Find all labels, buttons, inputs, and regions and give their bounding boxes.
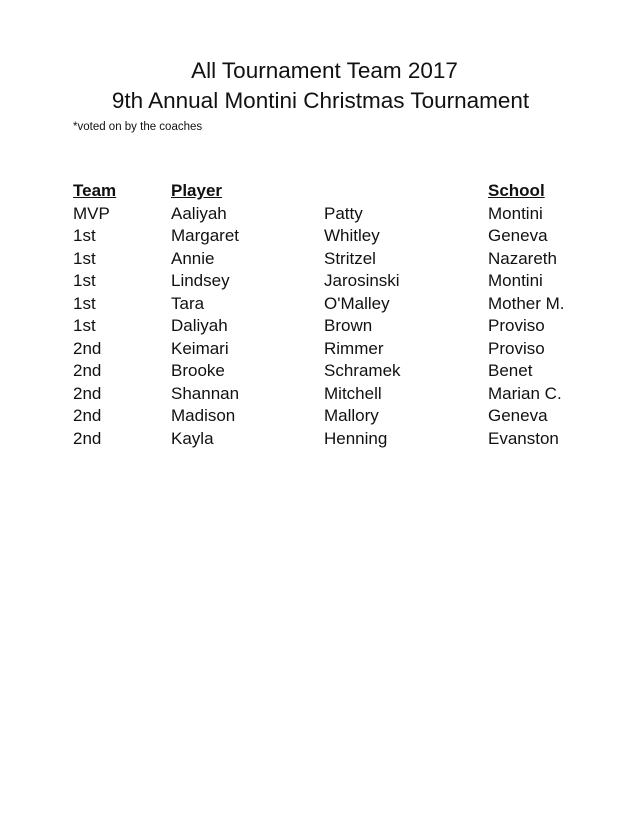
document-title: All Tournament Team 2017 [191, 58, 458, 83]
row-school: Proviso [488, 316, 545, 335]
table-row [73, 360, 588, 383]
row-last-name: Mitchell [324, 383, 382, 403]
header-school: School [488, 181, 545, 200]
table-row [73, 338, 588, 361]
row-team: 1st [73, 271, 96, 290]
row-school: Mother M. [488, 293, 565, 313]
row-first-name: Keimari [171, 338, 229, 358]
table-row [73, 270, 588, 293]
row-team: 1st [73, 226, 96, 245]
table-row [73, 293, 588, 316]
row-school: Montini [488, 203, 543, 223]
table-row [73, 203, 588, 226]
row-school: Geneva [488, 226, 548, 245]
row-last-name: Patty [324, 203, 363, 223]
row-first-name: Madison [171, 406, 236, 425]
row-last-name: O'Malley [324, 293, 390, 313]
row-school: Marian C. [488, 383, 562, 403]
table-row [73, 248, 588, 271]
row-first-name: Daliyah [171, 316, 228, 335]
row-last-name: Schramek [324, 361, 401, 380]
row-team: 2nd [73, 383, 102, 403]
row-last-name: Henning [324, 428, 388, 448]
row-first-name: Brooke [171, 361, 225, 380]
row-first-name: Tara [171, 293, 205, 313]
row-last-name: Jarosinski [324, 271, 400, 290]
voting-note: *voted on by the coaches [73, 121, 203, 133]
row-last-name: Rimmer [324, 338, 384, 358]
all-tournament-table [73, 180, 588, 450]
row-school: Nazareth [488, 248, 557, 268]
row-last-name: Brown [324, 316, 373, 335]
row-first-name: Shannan [171, 383, 240, 403]
row-first-name: Annie [171, 248, 215, 268]
header-player: Player [171, 181, 223, 200]
table-header-row [73, 180, 588, 203]
row-team: 1st [73, 293, 96, 313]
row-team: 1st [73, 248, 96, 268]
row-school: Proviso [488, 338, 545, 358]
table-body [73, 203, 588, 451]
row-team: 2nd [73, 361, 102, 380]
table-row [73, 383, 588, 406]
row-school: Geneva [488, 406, 548, 425]
table-row [73, 428, 588, 451]
row-school: Benet [488, 361, 533, 380]
row-last-name: Stritzel [324, 248, 376, 268]
row-last-name: Whitley [324, 226, 380, 245]
row-team: 2nd [73, 338, 102, 358]
table-row [73, 225, 588, 248]
row-school: Montini [488, 271, 543, 290]
document-subtitle: 9th Annual Montini Christmas Tournament [111, 88, 530, 113]
header-last-name [324, 180, 488, 203]
row-first-name: Margaret [171, 226, 240, 245]
table-row [73, 405, 588, 428]
row-first-name: Lindsey [171, 271, 230, 290]
header-team: Team [73, 181, 117, 200]
row-first-name: Kayla [171, 428, 214, 448]
row-school: Evanston [488, 428, 559, 448]
table-row [73, 315, 588, 338]
row-team: MVP [73, 203, 110, 223]
row-team: 1st [73, 316, 96, 335]
row-team: 2nd [73, 428, 102, 448]
row-last-name: Mallory [324, 406, 379, 425]
row-first-name: Aaliyah [171, 203, 227, 223]
row-team: 2nd [73, 406, 102, 425]
